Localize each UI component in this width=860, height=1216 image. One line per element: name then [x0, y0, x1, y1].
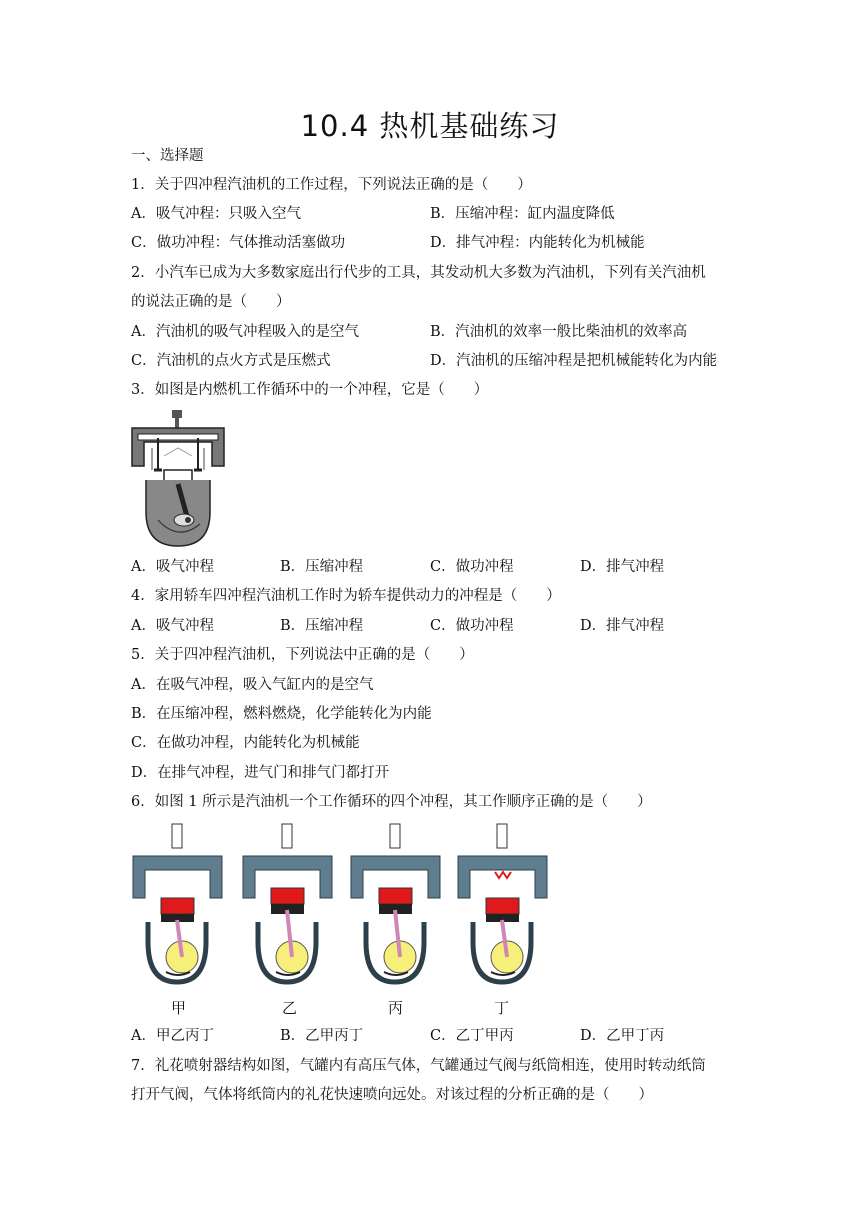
q2-option-a: A．汽油机的吸气冲程吸入的是空气 — [131, 324, 359, 340]
q3-option-d: D．排气冲程 — [580, 559, 665, 575]
figure-caption-jia: 甲 — [171, 999, 187, 1017]
q2-option-d: D．汽油机的压缩冲程是把机械能转化为内能 — [430, 353, 718, 369]
q1-option-a: A．吸气冲程：只吸入空气 — [131, 206, 301, 222]
q4-option-a: A．吸气冲程 — [131, 618, 214, 634]
engine-figure-yi — [240, 822, 335, 994]
question-2-stem-line2: 的说法正确的是（ ） — [131, 294, 291, 310]
q5-option-c: C．在做功冲程，内能转化为机械能 — [131, 735, 360, 751]
q2-option-b: B．汽油机的效率一般比柴油机的效率高 — [430, 324, 688, 340]
q5-option-d: D．在排气冲程，进气门和排气门都打开 — [131, 765, 390, 781]
page-title: 10.4 热机基础练习 — [300, 109, 560, 143]
q6-option-d: D．乙甲丁丙 — [580, 1028, 665, 1044]
q6-option-c: C．乙丁甲丙 — [430, 1028, 514, 1044]
q4-option-c: C．做功冲程 — [430, 618, 514, 634]
q6-option-a: A．甲乙丙丁 — [131, 1028, 214, 1044]
q4-option-b: B．压缩冲程 — [280, 618, 364, 634]
question-4-stem: 4．家用轿车四冲程汽油机工作时为轿车提供动力的冲程是（ ） — [131, 588, 561, 604]
engine-figure-ding — [455, 822, 550, 994]
q2-option-c: C．汽油机的点火方式是压燃式 — [131, 353, 331, 369]
question-2-stem-line1: 2．小汽车已成为大多数家庭出行代步的工具，其发动机大多数为汽油机，下列有关汽油机 — [131, 265, 706, 281]
question-7-stem-line1: 7．礼花喷射器结构如图，气罐内有高压气体，气罐通过气阀与纸筒相连，使用时转动纸筒 — [131, 1058, 706, 1074]
q1-option-c: C．做功冲程：气体推动活塞做功 — [131, 235, 346, 251]
question-1-stem: 1．关于四冲程汽油机的工作过程，下列说法正确的是（ ） — [131, 177, 532, 193]
engine-cycle-figure — [128, 408, 228, 550]
q4-option-d: D．排气冲程 — [580, 618, 665, 634]
figure-caption-yi: 乙 — [282, 999, 298, 1017]
q5-option-b: B．在压缩冲程，燃料燃烧，化学能转化为内能 — [131, 706, 432, 722]
section-heading: 一、选择题 — [131, 148, 204, 164]
q1-option-b: B．压缩冲程：缸内温度降低 — [430, 206, 615, 222]
question-6-stem: 6．如图 1 所示是汽油机一个工作循环的四个冲程，其工作顺序正确的是（ ） — [131, 794, 652, 810]
figure-caption-ding: 丁 — [494, 999, 510, 1017]
figure-caption-bing: 丙 — [388, 999, 404, 1017]
q6-option-b: B．乙甲丙丁 — [280, 1028, 364, 1044]
engine-figure-jia — [130, 822, 225, 994]
engine-figure-bing — [348, 822, 443, 994]
q3-option-b: B．压缩冲程 — [280, 559, 364, 575]
q3-option-c: C．做功冲程 — [430, 559, 514, 575]
q1-option-d: D．排气冲程：内能转化为机械能 — [430, 235, 645, 251]
question-3-stem: 3．如图是内燃机工作循环中的一个冲程，它是（ ） — [131, 382, 489, 398]
q3-option-a: A．吸气冲程 — [131, 559, 214, 575]
question-7-stem-line2: 打开气阀，气体将纸筒内的礼花快速喷向远处。对该过程的分析正确的是（ ） — [131, 1087, 653, 1103]
q5-option-a: A．在吸气冲程，吸入气缸内的是空气 — [131, 677, 374, 693]
question-5-stem: 5．关于四冲程汽油机，下列说法中正确的是（ ） — [131, 647, 474, 663]
